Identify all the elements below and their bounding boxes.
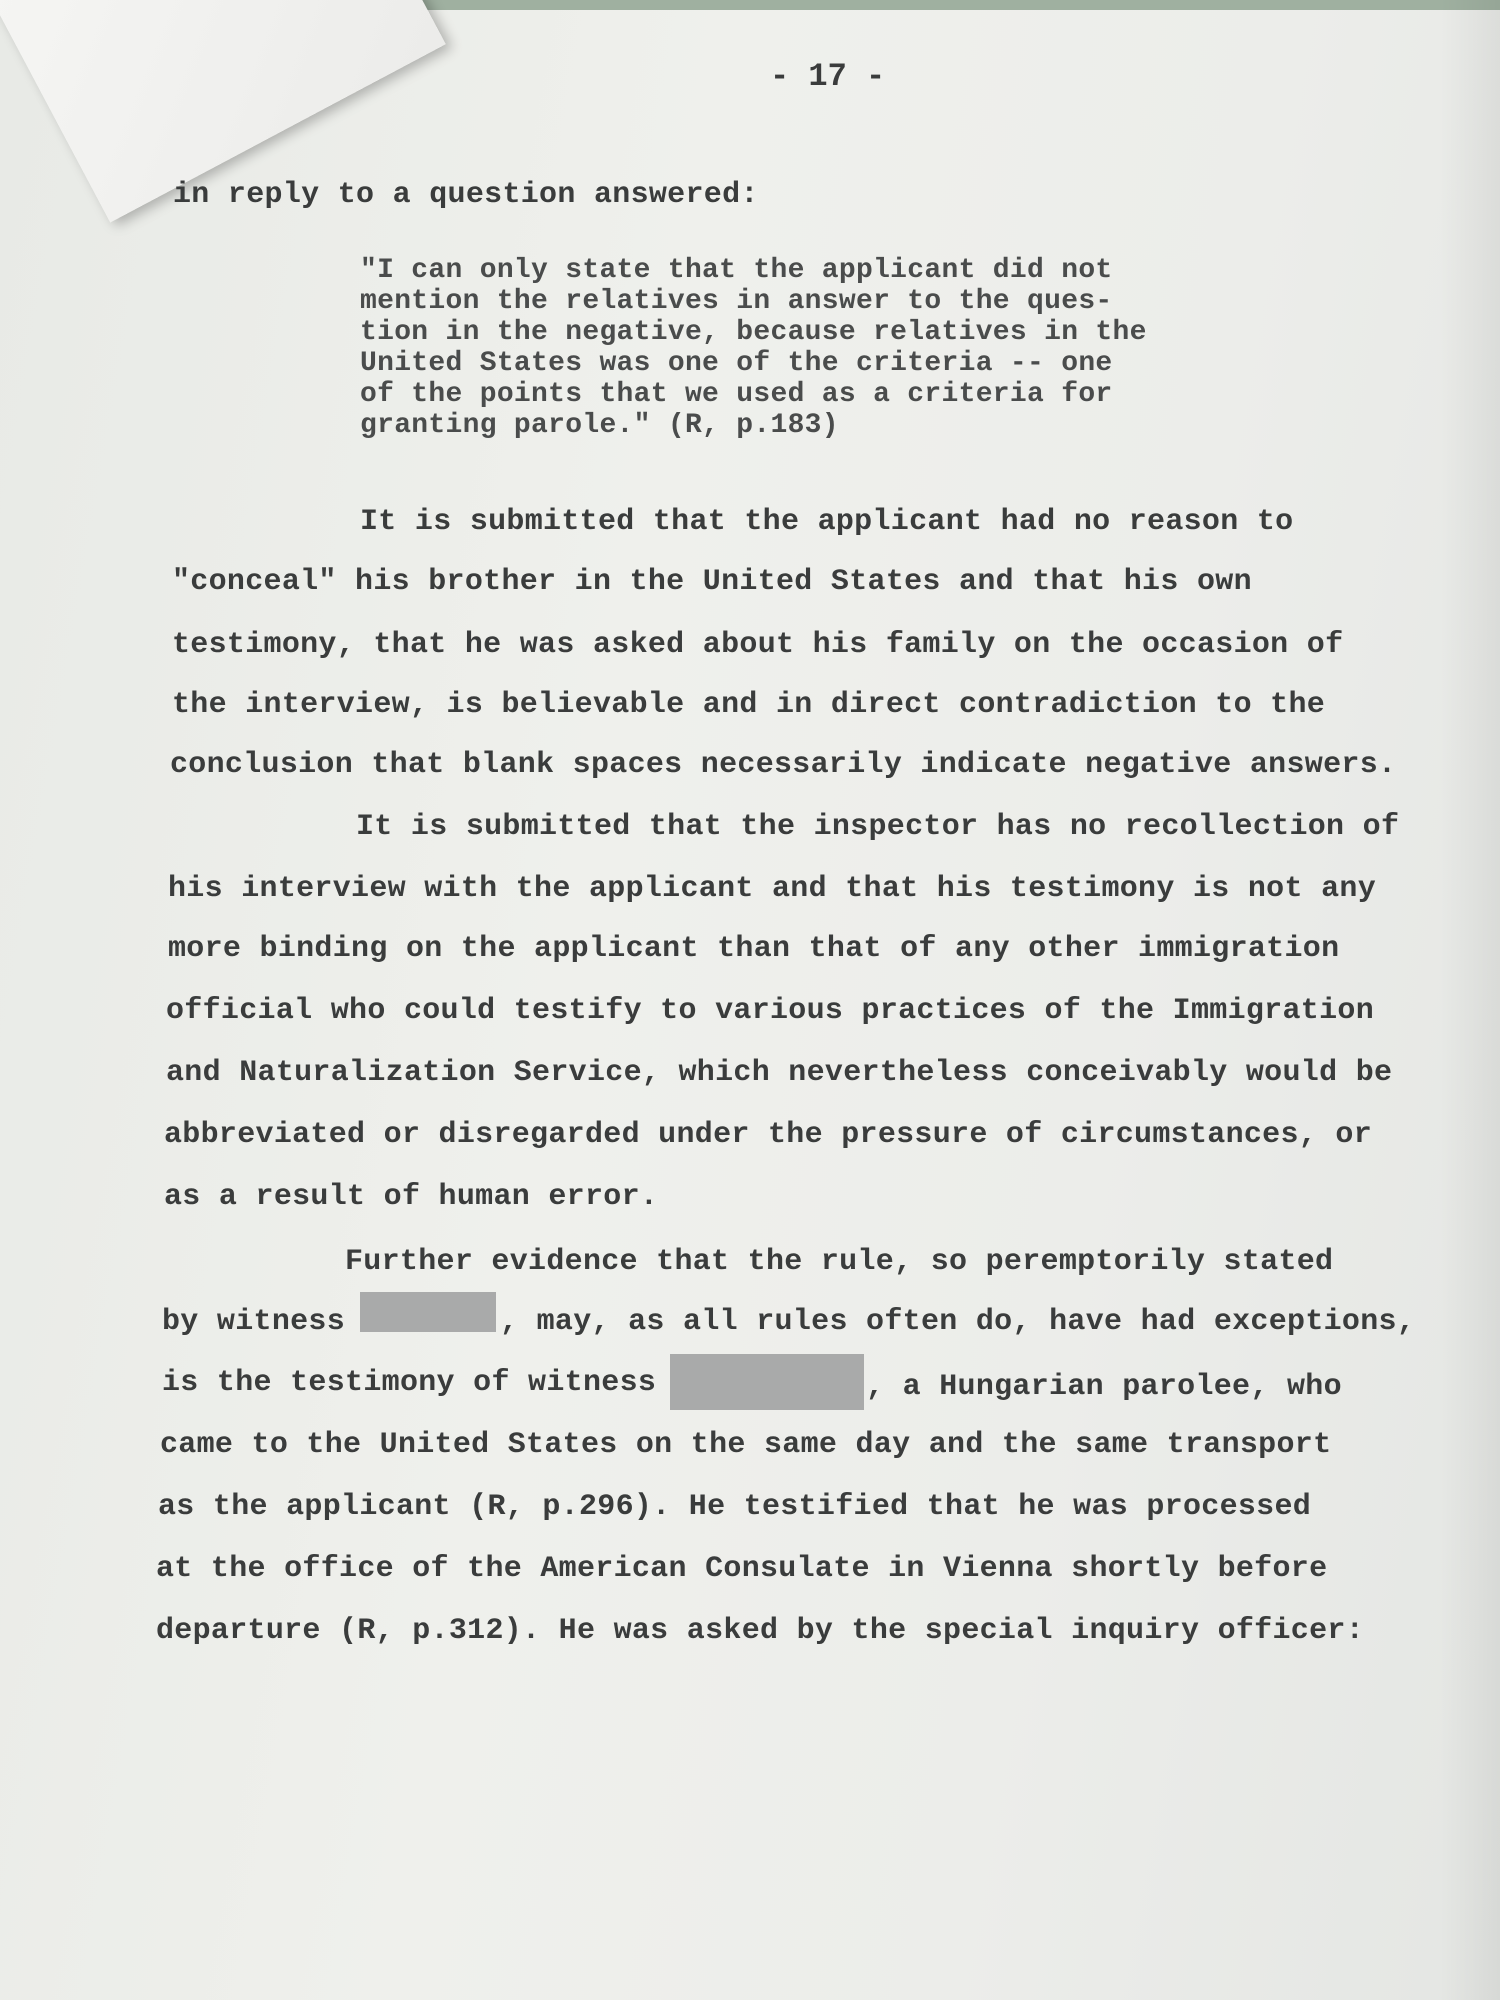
page-number: - 17 - [770, 58, 886, 95]
paragraph-2-line: abbreviated or disregarded under the pressure of circumstances, or [164, 1118, 1372, 1152]
paragraph-3-line: as the applicant (R, p.296). He testified that he was processed [158, 1490, 1312, 1524]
paragraph-3-line: Further evidence that the rule, so peremptorily stated [345, 1245, 1334, 1279]
quote-line: tion in the negative, because relatives in the [360, 317, 1147, 348]
paragraph-3-line-end: , may, as all rules often do, have had exceptions, [500, 1305, 1416, 1339]
paragraph-2-line: official who could testify to various practices of the Immigration [166, 994, 1374, 1028]
page-shadow [1440, 0, 1500, 2000]
paragraph-2-line: and Naturalization Service, which nevertheless conceivably would be [166, 1056, 1393, 1090]
quote-line: United States was one of the criteria -- one [360, 348, 1113, 379]
paragraph-2-line: as a result of human error. [164, 1180, 659, 1214]
quote-line: "I can only state that the applicant did not [360, 255, 1113, 286]
quote-line: mention the relatives in answer to the ques- [360, 286, 1113, 317]
paragraph-3-line: departure (R, p.312). He was asked by the special inquiry officer: [156, 1614, 1364, 1648]
paragraph-2-line: It is submitted that the inspector has no recollection of [356, 810, 1400, 844]
paragraph-1-line: the interview, is believable and in direct contradiction to the [172, 688, 1326, 722]
quote-line: of the points that we used as a criteria for [360, 379, 1113, 410]
redaction-box [670, 1354, 864, 1410]
paragraph-3-line: came to the United States on the same day and the same transport [160, 1428, 1332, 1462]
paragraph-3-line-end: , a Hungarian parolee, who [866, 1370, 1342, 1404]
redaction-box [360, 1292, 496, 1332]
paragraph-2-line: his interview with the applicant and that his testimony is not any [168, 872, 1376, 906]
paragraph-1-line: It is submitted that the applicant had no reason to [360, 505, 1294, 539]
quote-line: granting parole." (R, p.183) [360, 410, 839, 441]
intro-line: in reply to a question answered: [173, 178, 759, 212]
paragraph-3-line-start: by witness [162, 1305, 346, 1339]
paragraph-3-line: at the office of the American Consulate in Vienna shortly before [156, 1552, 1328, 1586]
paragraph-1-line: conclusion that blank spaces necessarily indicate negative answers. [170, 748, 1397, 782]
paragraph-2-line: more binding on the applicant than that of any other immigration [168, 932, 1340, 966]
paragraph-1-line: "conceal" his brother in the United States and that his own [172, 565, 1252, 599]
paragraph-3-line-start: is the testimony of witness [162, 1366, 657, 1400]
paragraph-1-line: testimony, that he was asked about his family on the occasion of [172, 628, 1344, 662]
